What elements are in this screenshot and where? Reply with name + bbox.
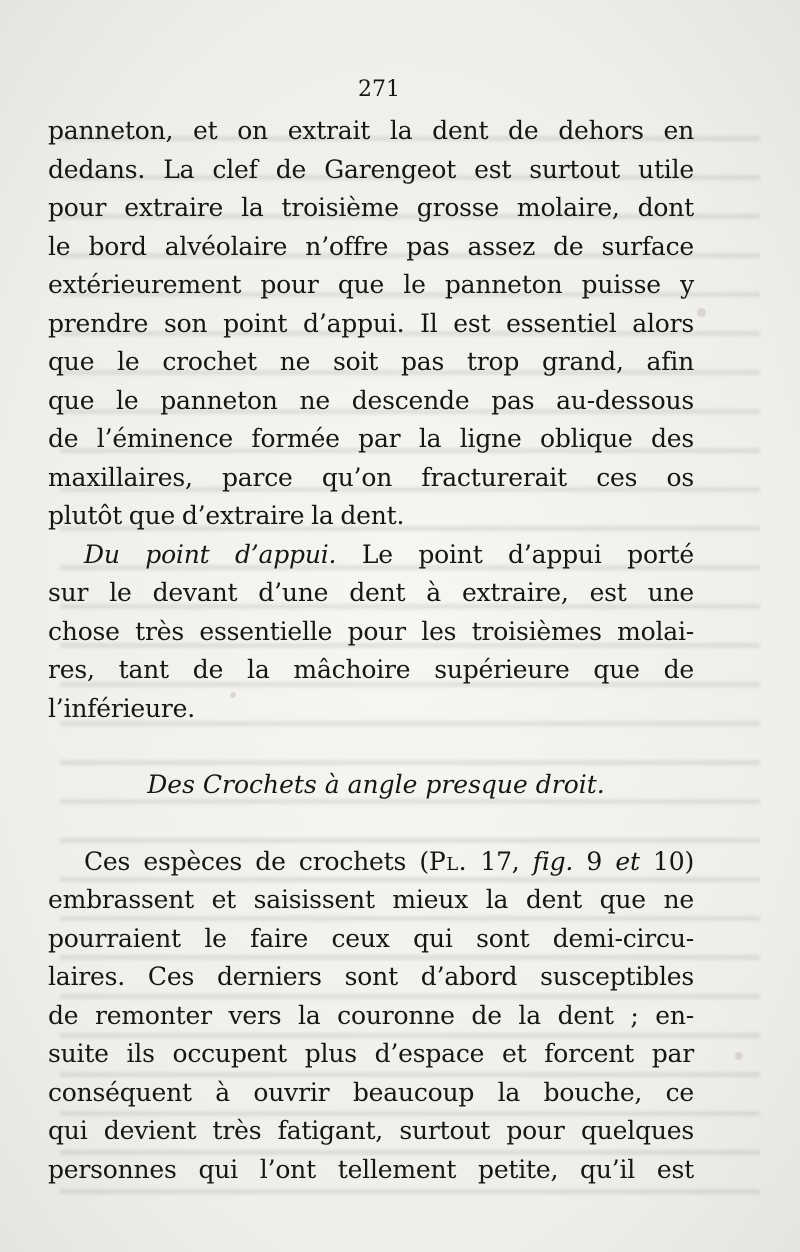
text-line: suite ils occupent plus d’espace et forcent par	[48, 1039, 694, 1068]
text-line: maxillaires, parce qu’on fracturerait ces os	[48, 462, 694, 492]
text-line: sur le devant d’une dent à extraire, est une	[48, 578, 694, 607]
text-line: que le panneton ne descende pas au-dessous	[48, 385, 694, 415]
lead-text: Le point d’appui porté	[336, 539, 694, 569]
section-heading: Des Crochets à angle presque droit.	[147, 770, 605, 799]
text-line: embrassent et saisissent mieux la dent que ne	[48, 885, 694, 914]
text-line: l’inférieure.	[48, 693, 196, 723]
text-line: res, tant de la mâchoire supérieure que de	[48, 655, 694, 684]
text-line: le bord alvéolaire n’offre pas assez de surface	[48, 231, 694, 261]
paragraph-lead-line	[48, 536, 694, 575]
paper-speck	[697, 308, 706, 317]
text-line: chose très essentielle pour les troisièmes molai-	[48, 616, 694, 646]
text-line: pour extraire la troisième grosse molaire, dont	[48, 193, 694, 222]
text-line: que le crochet ne soit pas trop grand, afin	[48, 347, 694, 376]
text-line: de l’éminence formée par la ligne oblique des	[48, 424, 694, 453]
text-block	[48, 70, 694, 1189]
text-line: qui devient très fatigant, surtout pour quelques	[48, 1116, 694, 1145]
spacer	[48, 728, 694, 766]
spacer	[48, 805, 694, 843]
run-in-heading: Du point d’appui.	[84, 539, 337, 569]
text-line: pourraient le faire ceux qui sont demi-circu-	[48, 923, 694, 953]
figure-number: 10)	[639, 846, 695, 876]
text-line: extérieurement pour que le panneton puisse y	[48, 270, 694, 299]
figure-conjunction: et	[615, 846, 640, 876]
text-line: plutôt que d’extraire la dent.	[48, 501, 405, 530]
page-number: 271	[358, 77, 400, 102]
text-line: dedans. La clef de Garengeot est surtout utile	[48, 154, 694, 184]
paper-speck	[735, 1052, 743, 1060]
paragraph-continued	[48, 112, 694, 536]
text-line: laires. Ces derniers sont d’abord susceptibles	[48, 962, 694, 991]
text-line: personnes qui l’ont tellement petite, qu’il est	[48, 1154, 694, 1184]
paragraph-crochets	[48, 843, 694, 1190]
figure-abbreviation: fig.	[532, 846, 574, 876]
lead-text: Ces espèces de crochets (	[84, 846, 429, 876]
figure-number: 9	[573, 846, 616, 876]
text-line: prendre son point d’appui. Il est essentiel alors	[48, 308, 694, 338]
plate-number: 17,	[467, 846, 533, 876]
plate-abbreviation: Pl.	[428, 846, 468, 876]
text-line: conséquent à ouvrir beaucoup la bouche, ce	[48, 1077, 694, 1107]
paragraph-lead-line	[48, 843, 694, 882]
text-line: panneton, et on extrait la dent de dehors en	[48, 116, 694, 145]
text-line: de remonter vers la couronne de la dent ; en-	[48, 1000, 694, 1030]
paragraph-point-appui	[48, 536, 694, 729]
